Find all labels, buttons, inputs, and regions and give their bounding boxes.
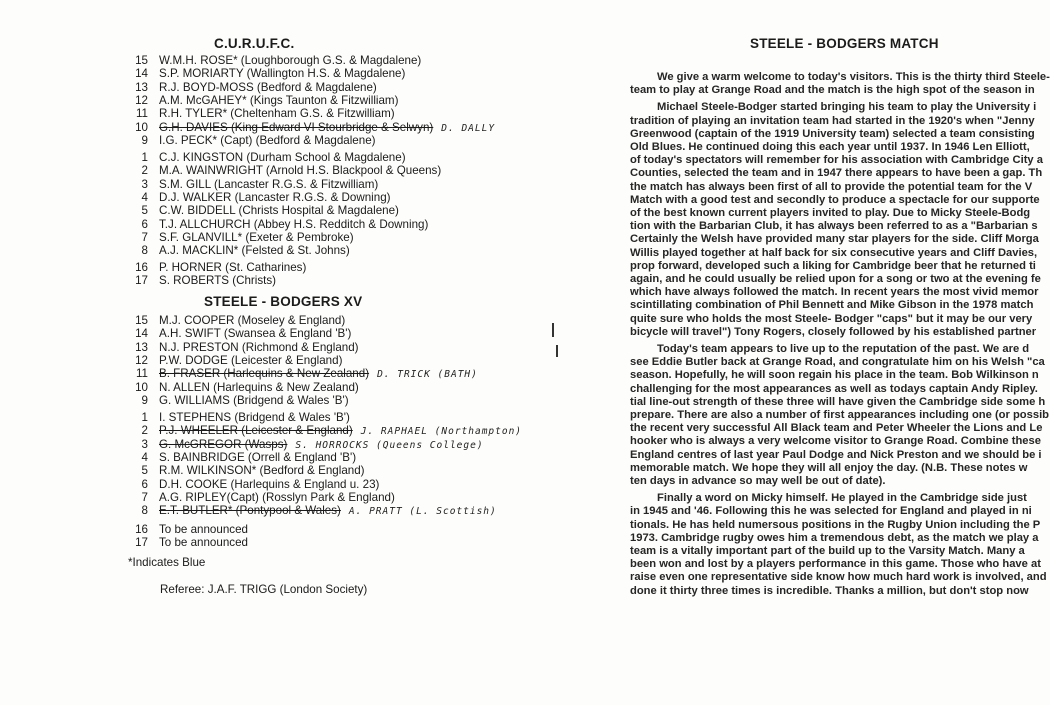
- jersey-number: 15: [135, 54, 148, 67]
- article-line: the match has always been first of all to provide the potential team for the V: [630, 180, 1033, 193]
- jersey-number: 7: [141, 230, 148, 244]
- jersey-number: 14: [135, 67, 148, 81]
- article-line: again, and he could usually be relied upon for a song or two at the evening fe: [630, 273, 1041, 285]
- article-line: see Eddie Butler back at Grange Road, and congratulate him on his Welsh "ca: [630, 356, 1045, 369]
- player-name: R.M. WILKINSON* (Bedford & England): [159, 464, 365, 478]
- player-row: [126, 523, 248, 537]
- article-line: We give a warm welcome to today's visitors. This is the thirty third Steele-: [657, 71, 1050, 83]
- player-name: S.P. MORIARTY (Wallington H.S. & Magdalene): [159, 67, 406, 81]
- jersey-number: 2: [141, 424, 148, 438]
- article-line: raise even one representative side know how much hard work is involved, and: [630, 571, 1047, 584]
- article-line: bicycle will travel") Tony Rogers, closely followed by his established partner: [630, 325, 1037, 338]
- jersey-number: 3: [141, 177, 148, 191]
- jersey-number: 12: [135, 353, 148, 367]
- scan-mark: [556, 345, 558, 357]
- jersey-number: 14: [135, 327, 148, 341]
- article-line: tradition of playing an invitation team had started in the 1920's when "Jenny: [630, 114, 1035, 127]
- handwritten-replacement: J. RAPHAEL (Northampton): [360, 426, 523, 438]
- player-row: [126, 451, 356, 465]
- player-name: D.J. WALKER (Lancaster R.G.S. & Downing): [159, 190, 391, 204]
- article-line: England centres of last year Paul Dodge and Nick Preston and we should be i: [630, 448, 1042, 461]
- article-line: which have always followed the match. In recent years the most vivid memor: [630, 286, 1039, 299]
- article-line: done it thirty three times is incredible. Thanks a million, but don't stop now: [630, 584, 1029, 597]
- article-line: Michael Steele-Bodger started bringing his team to play the University i: [657, 101, 1037, 114]
- jersey-number: 4: [141, 190, 148, 204]
- article-line: ten days in advance so may well be out of date).: [630, 475, 886, 487]
- player-row: [126, 94, 398, 108]
- article-line: the recent very successful All Black team and Peter Wheeler the Lions and Le: [630, 422, 1043, 435]
- player-row: [126, 424, 522, 438]
- player-name: A.J. MACKLIN* (Felsted & St. Johns): [159, 244, 350, 258]
- player-row: [126, 81, 377, 95]
- player-row: [126, 504, 497, 518]
- article-line: Counties, selected the team and in 1947 there appears to have been a gap. Th: [630, 167, 1043, 180]
- article-line: of today's spectators will remember for his association with Cambridge City a: [630, 154, 1043, 167]
- player-name: R.H. TYLER* (Cheltenham G.S. & Fitzwilliam): [159, 107, 395, 121]
- article-line: Match with a good test and secondly to produce a spectacle for our supporte: [630, 193, 1040, 206]
- player-row: [126, 151, 406, 165]
- article-line: challenging for the most appearances as well as todays captain Andy Ripley.: [630, 382, 1038, 395]
- player-row: [126, 261, 306, 275]
- article-line: in 1945 and '46. Following this he was selected for England and played in ni: [630, 505, 1032, 518]
- article-line: Old Blues. He continued doing this each year until 1937. In 1946 Len Elliott,: [630, 141, 1030, 153]
- scan-mark: [552, 323, 554, 337]
- jersey-number: 12: [135, 93, 148, 107]
- player-name: N.J. PRESTON (Richmond & England): [159, 340, 359, 354]
- article-line: of the best known current players invited to play. Due to Micky Steele-Bodg: [630, 207, 1031, 219]
- player-name: To be announced: [159, 536, 248, 550]
- player-row: [126, 314, 345, 328]
- article-line: memorable match. We hope they will all enjoy the day. (N.B. These notes w: [630, 461, 1028, 474]
- player-row: [126, 478, 379, 492]
- jersey-number: 11: [135, 367, 148, 381]
- jersey-number: 16: [135, 261, 148, 274]
- player-row: [126, 231, 354, 245]
- player-name: D.H. COOKE (Harlequins & England u. 23): [159, 477, 380, 491]
- article-line: team is a vitally important part of the build up to the Varsity Match. Many a: [630, 545, 1025, 557]
- player-name: C.W. BIDDELL (Christs Hospital & Magdalene): [159, 204, 399, 218]
- jersey-number: 3: [141, 437, 148, 451]
- player-row: [126, 354, 342, 368]
- jersey-number: 9: [141, 393, 148, 407]
- jersey-number: 9: [141, 133, 148, 147]
- player-name: T.J. ALLCHURCH (Abbey H.S. Redditch & Downing): [159, 217, 429, 231]
- jersey-number: 11: [135, 107, 148, 121]
- handwritten-replacement: D. TRICK (BATH): [377, 369, 478, 381]
- match-title: STEELE - BODGERS MATCH: [750, 36, 939, 51]
- article-line: Willis played together at half back for six consecutive years and Cliff Davies,: [630, 246, 1038, 259]
- article-line: prop forward, developed such a liking for Cambridge beer that he returned ti: [630, 259, 1036, 272]
- struck-player-name: E.T. BUTLER* (Pontypool & Wales): [159, 504, 341, 518]
- player-name: A.M. McGAHEY* (Kings Taunton & Fitzwilliam): [159, 93, 399, 107]
- player-row: [126, 204, 399, 218]
- player-row: [126, 244, 350, 258]
- player-row: [126, 134, 376, 148]
- player-name: N. ALLEN (Harlequins & New Zealand): [159, 380, 359, 394]
- player-row: [126, 121, 495, 135]
- struck-player-name: P.J. WHEELER (Leicester & England): [159, 424, 353, 438]
- player-name: M.A. WAINWRIGHT (Arnold H.S. Blackpool & Queens): [159, 164, 442, 178]
- article-line: Greenwood (captain of the 1919 University team) selected a team consisting: [630, 127, 1035, 140]
- jersey-number: 5: [141, 204, 148, 218]
- jersey-number: 10: [135, 380, 148, 394]
- article-line: season. Hopefully, he will soon regain his place in the team. Bob Wilkinson n: [630, 369, 1039, 382]
- player-row: [126, 218, 428, 232]
- player-row: [126, 381, 359, 395]
- jersey-number: 10: [135, 120, 148, 134]
- jersey-number: 8: [141, 244, 148, 258]
- jersey-number: 16: [135, 523, 148, 536]
- jersey-number: 7: [141, 490, 148, 504]
- player-name: S. BAINBRIDGE (Orrell & England 'B'): [159, 450, 357, 464]
- article-line: Finally a word on Micky himself. He played in the Cambridge side just: [657, 492, 1027, 505]
- player-name: R.J. BOYD-MOSS (Bedford & Magdalene): [159, 80, 377, 94]
- steele-bodgers-title: STEELE - BODGERS XV: [204, 294, 363, 309]
- jersey-number: 6: [141, 217, 148, 231]
- player-name: S.F. GLANVILL* (Exeter & Pembroke): [159, 230, 354, 244]
- jersey-number: 13: [135, 340, 148, 354]
- struck-player-name: G. McGREGOR (Wasps): [159, 437, 288, 451]
- player-row: [126, 411, 350, 425]
- player-row: [126, 536, 248, 550]
- player-name: G. WILLIAMS (Bridgend & Wales 'B'): [159, 393, 349, 407]
- article-line: tion with the Barbarian Club, it has always been referred to as a "Barbarian s: [630, 220, 1038, 233]
- player-row: [126, 274, 276, 288]
- player-name: I. STEPHENS (Bridgend & Wales 'B'): [159, 411, 350, 424]
- player-row: [126, 107, 395, 121]
- struck-player-name: G.H. DAVIES (King Edward VI Stourbridge & Selwyn): [159, 120, 434, 134]
- article-line: tionals. He has held numersous positions in the Rugby Union including the P: [630, 518, 1041, 531]
- player-row: [126, 438, 484, 452]
- article-line: Certainly the Welsh have provided many star players for the side. Cliff Morga: [630, 233, 1039, 246]
- player-row: [126, 341, 359, 355]
- article-line: 1973. Cambridge rugby owes him a tremendous debt, as the match we play a: [630, 531, 1039, 544]
- jersey-number: 5: [141, 464, 148, 478]
- player-name: A.G. RIPLEY(Capt) (Rosslyn Park & England): [159, 490, 395, 504]
- jersey-number: 13: [135, 80, 148, 94]
- right-page: [560, 0, 1050, 705]
- player-name: S. ROBERTS (Christs): [159, 274, 277, 288]
- curufc-title: C.U.R.U.F.C.: [214, 36, 295, 51]
- player-row: [126, 464, 365, 478]
- jersey-number: 2: [141, 164, 148, 178]
- jersey-number: 1: [141, 151, 148, 164]
- article-line: team to play at Grange Road and the match is the high spot of the season in: [630, 84, 1035, 97]
- player-row: [126, 54, 421, 68]
- player-name: To be announced: [159, 523, 248, 536]
- jersey-number: 8: [141, 504, 148, 518]
- jersey-number: 17: [135, 536, 148, 550]
- handwritten-replacement: S. HORROCKS (Queens College): [295, 439, 484, 451]
- referee-line: Referee: J.A.F. TRIGG (London Society): [160, 583, 368, 596]
- player-row: [126, 178, 378, 192]
- player-row: [126, 394, 349, 408]
- article-line: tial line-out strength of these three will have given the Cambridge side some h: [630, 395, 1046, 408]
- blue-footnote: *Indicates Blue: [128, 556, 206, 569]
- handwritten-replacement: A. PRATT (L. Scottish): [348, 506, 497, 518]
- article-line: scintillating combination of Phil Bennett and Mike Gibson in the 1978 match: [630, 299, 1034, 312]
- article-line: hooker who is always a very welcome visitor to Grange Road. Combine these: [630, 435, 1041, 448]
- struck-player-name: B. FRASER (Harlequins & New Zealand): [159, 367, 370, 381]
- jersey-number: 4: [141, 450, 148, 464]
- article-line: quite sure who holds the most Steele- Bodger "caps" but it may be our very: [630, 312, 1033, 325]
- player-name: S.M. GILL (Lancaster R.G.S. & Fitzwilliam): [159, 177, 379, 191]
- player-row: [126, 327, 351, 341]
- article-line: been won and lost by a players performance in this game. Those who have at: [630, 558, 1041, 571]
- player-row: [126, 367, 478, 381]
- handwritten-replacement: D. DALLY: [441, 122, 496, 134]
- player-name: P.W. DODGE (Leicester & England): [159, 353, 343, 367]
- player-name: C.J. KINGSTON (Durham School & Magdalene): [159, 151, 406, 164]
- player-row: [126, 67, 405, 81]
- player-name: M.J. COOPER (Moseley & England): [159, 314, 346, 327]
- jersey-number: 6: [141, 477, 148, 491]
- player-row: [126, 191, 391, 205]
- article-line: prepare. There are also a number of first appearances including one (or possib: [630, 409, 1050, 421]
- player-name: W.M.H. ROSE* (Loughborough G.S. & Magdalene): [159, 54, 422, 67]
- player-name: A.H. SWIFT (Swansea & England 'B'): [159, 327, 352, 341]
- player-name: I.G. PECK* (Capt) (Bedford & Magdalene): [159, 133, 376, 147]
- player-name: P. HORNER (St. Catharines): [159, 261, 307, 274]
- player-row: [126, 164, 441, 178]
- player-row: [126, 491, 395, 505]
- jersey-number: 17: [135, 274, 148, 288]
- jersey-number: 1: [141, 411, 148, 424]
- article-line: Today's team appears to live up to the reputation of the past. We are d: [657, 343, 1030, 355]
- jersey-number: 15: [135, 314, 148, 327]
